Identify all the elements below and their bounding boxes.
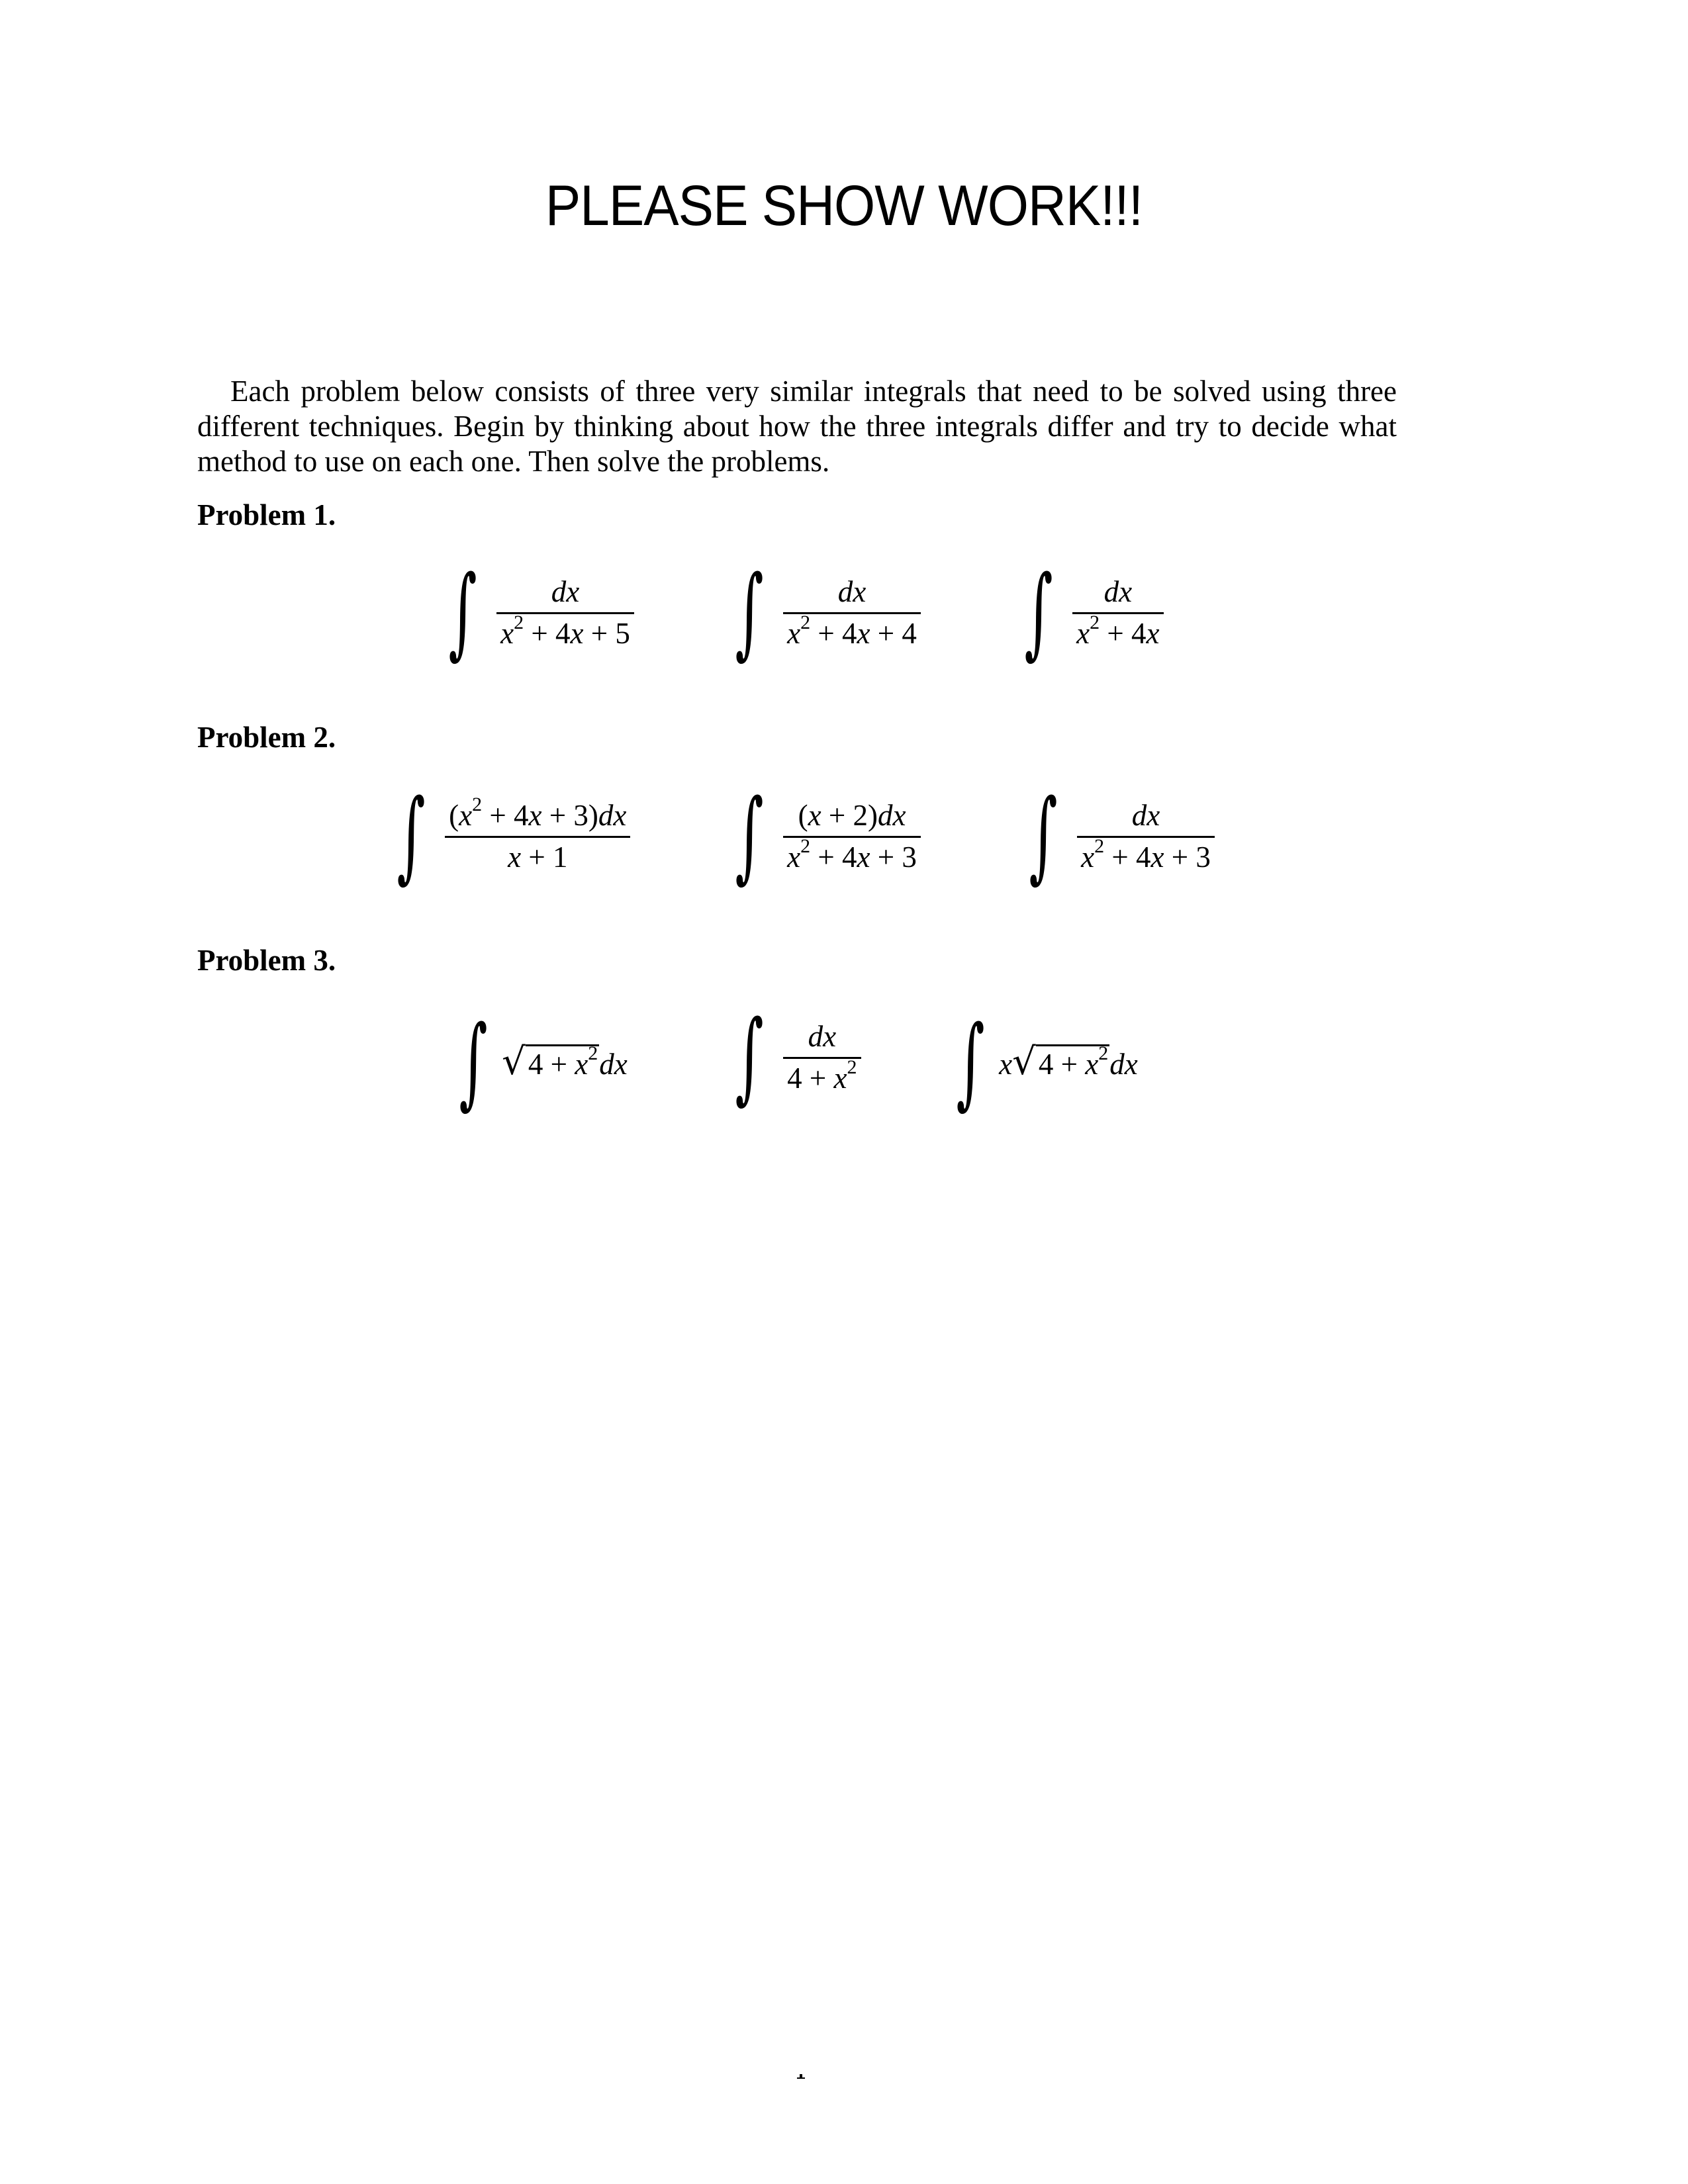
problem-3-integral-2 (724, 999, 861, 1115)
fraction (496, 574, 634, 651)
numerator: dx (808, 1019, 837, 1053)
page-number-base (797, 2077, 805, 2079)
page-number-mark (797, 2074, 805, 2078)
numerator: $(x^2 + 4x + 3)dx$ (449, 793, 627, 832)
integral-sign-icon: ∫ (1024, 555, 1053, 670)
integral-sign-icon: ∫ (735, 555, 764, 670)
denominator: $4 + x^2$ (787, 1056, 857, 1095)
problem-1-integral-3 (1013, 555, 1164, 670)
problem-1-integral-2 (724, 555, 921, 670)
numerator: dx (1103, 574, 1133, 608)
denominator: $x^2 + 4x + 5$ (500, 611, 630, 650)
denominator: $x^2 + 4x + 3$ (1081, 835, 1211, 874)
instructions-paragraph: Each problem below consists of three very similar integrals that need to be solved using three different techniques. Begin by thinking about how the three integrals differ and try to decide what method to use on each one. Then solve the problems. (197, 375, 1397, 478)
integral-sign-icon: ∫ (735, 999, 764, 1115)
problem-3-integral-1 (447, 1005, 628, 1120)
problem-3-integral-3 (945, 1005, 1138, 1120)
radical-icon: √ (502, 1040, 526, 1083)
problem-2-label: Problem 2. (197, 721, 336, 754)
fraction (783, 1019, 861, 1096)
denominator: $x^2 + 4x$ (1076, 611, 1160, 650)
problem-1-integral-1 (437, 555, 634, 670)
problem-1-label: Problem 1. (197, 498, 336, 531)
integral-sign-icon: ∫ (448, 555, 477, 670)
problem-3-label: Problem 3. (197, 944, 336, 977)
integrand: x √ $4 + x^2$ dx (999, 1040, 1138, 1083)
numerator: dx (1131, 798, 1160, 832)
integral-sign-icon: ∫ (735, 778, 764, 893)
denominator: $x^2 + 4x + 4$ (787, 611, 917, 650)
integrand: √ $4 + x^2$ dx (502, 1040, 628, 1083)
integral-sign-icon: ∫ (1029, 778, 1058, 893)
page-title: PLEASE SHOW WORK!!! (545, 174, 1143, 238)
fraction (1077, 797, 1215, 875)
numerator: dx (837, 574, 867, 608)
radical-icon: √ (1012, 1040, 1036, 1083)
square-root: √ $4 + x^2$ (1012, 1040, 1109, 1083)
square-root: √ $4 + x^2$ (502, 1040, 598, 1083)
problem-2-integral-3 (1017, 778, 1215, 893)
integral-sign-icon: ∫ (397, 778, 426, 893)
denominator: x + 1 (508, 840, 568, 874)
numerator: dx (551, 574, 580, 608)
fraction (783, 574, 921, 651)
integral-sign-icon: ∫ (956, 1005, 985, 1120)
fraction (783, 797, 921, 875)
numerator: (x + 2)dx (798, 798, 906, 832)
integral-sign-icon: ∫ (459, 1005, 488, 1120)
denominator: $x^2 + 4x + 3$ (787, 835, 917, 874)
fraction (1072, 574, 1163, 651)
problem-2-integral-1 (385, 778, 630, 893)
fraction (445, 793, 630, 875)
problem-2-integral-2 (724, 778, 921, 893)
